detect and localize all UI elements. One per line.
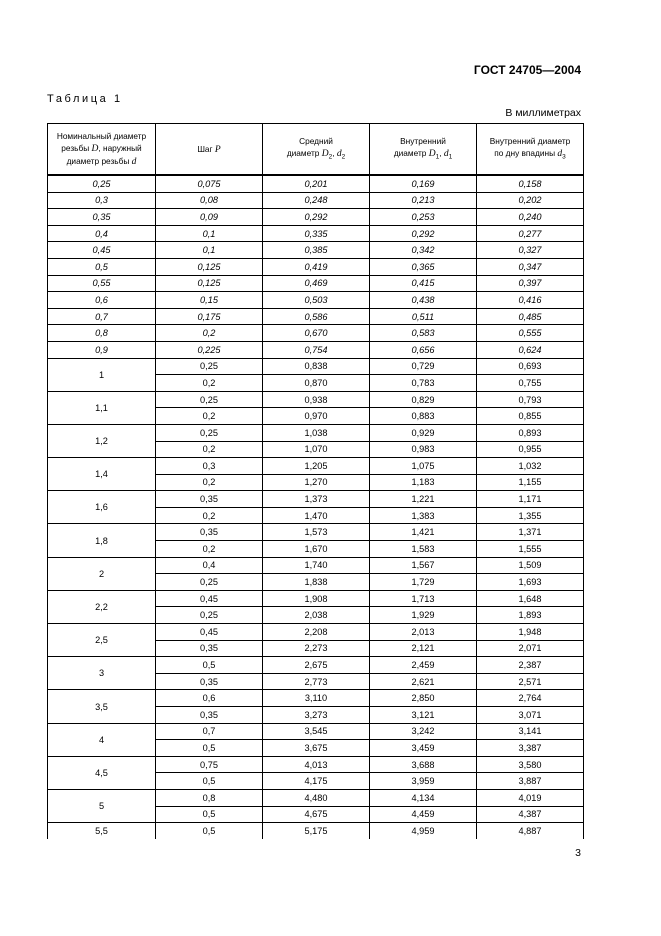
cell-d2: 4,175 <box>263 773 370 790</box>
cell-d2: 2,038 <box>263 607 370 624</box>
cell-nominal-diameter: 3,5 <box>48 690 156 723</box>
cell-d1: 3,242 <box>370 723 477 740</box>
cell-p: 0,25 <box>156 358 263 375</box>
table-row <box>48 175 584 192</box>
cell-d2: 4,480 <box>263 789 370 806</box>
table-row <box>48 557 584 574</box>
cell-d1: 2,459 <box>370 657 477 674</box>
cell-d1: 3,959 <box>370 773 477 790</box>
cell-d2: 0,838 <box>263 358 370 375</box>
cell-d3: 2,387 <box>477 657 584 674</box>
cell-d1: 1,567 <box>370 557 477 574</box>
cell-d2: 0,419 <box>263 258 370 275</box>
table-row <box>48 424 584 441</box>
cell-d2: 2,675 <box>263 657 370 674</box>
cell-d1: 0,342 <box>370 242 477 259</box>
table-row <box>48 258 584 275</box>
cell-d3: 1,171 <box>477 491 584 508</box>
cell-d: 0,6 <box>48 292 156 309</box>
page-number: 3 <box>575 847 581 859</box>
table-row <box>48 690 584 707</box>
cell-p: 0,08 <box>156 192 263 209</box>
cell-p: 0,5 <box>156 740 263 757</box>
cell-d2: 1,670 <box>263 541 370 558</box>
cell-d1: 0,583 <box>370 325 477 342</box>
cell-nominal-diameter: 3 <box>48 657 156 690</box>
cell-d2: 5,175 <box>263 823 370 839</box>
cell-d: 0,55 <box>48 275 156 292</box>
cell-nominal-diameter: 4 <box>48 723 156 756</box>
header-root-diameter: Внутренний диаметр по дну впадины $d_3$ <box>477 124 584 176</box>
table-row <box>48 590 584 607</box>
table-row <box>48 756 584 773</box>
cell-d1: 4,459 <box>370 806 477 823</box>
cell-d3: 4,387 <box>477 806 584 823</box>
cell-d2: 1,038 <box>263 424 370 441</box>
cell-p: 0,175 <box>156 308 263 325</box>
table-row <box>48 458 584 475</box>
table-title: Таблица 1 <box>47 93 123 105</box>
table-row <box>48 242 584 259</box>
table-row <box>48 225 584 242</box>
table-row <box>48 823 584 839</box>
cell-p: 0,7 <box>156 723 263 740</box>
cell-d1: 0,829 <box>370 391 477 408</box>
cell-p: 0,2 <box>156 375 263 392</box>
cell-d: 0,45 <box>48 242 156 259</box>
cell-d3: 2,571 <box>477 673 584 690</box>
cell-d3: 3,887 <box>477 773 584 790</box>
cell-d1: 0,365 <box>370 258 477 275</box>
header-pitch: Шаг P <box>156 124 263 176</box>
cell-p: 0,125 <box>156 258 263 275</box>
table-row <box>48 624 584 641</box>
cell-d2: 0,292 <box>263 209 370 226</box>
cell-d1: 4,959 <box>370 823 477 839</box>
cell-d2: 1,470 <box>263 507 370 524</box>
cell-p: 0,25 <box>156 424 263 441</box>
cell-d3: 0,893 <box>477 424 584 441</box>
cell-p: 0,25 <box>156 574 263 591</box>
cell-p: 0,25 <box>156 607 263 624</box>
cell-d1: 1,383 <box>370 507 477 524</box>
header-pitch-diameter: Средний диаметр $D_2$, $d_2$ <box>263 124 370 176</box>
cell-p: 0,35 <box>156 640 263 657</box>
cell-p: 0,5 <box>156 657 263 674</box>
cell-d1: 1,729 <box>370 574 477 591</box>
table-row <box>48 292 584 309</box>
cell-d1: 0,292 <box>370 225 477 242</box>
cell-d: 0,25 <box>48 175 156 192</box>
cell-p: 0,45 <box>156 590 263 607</box>
cell-d3: 0,555 <box>477 325 584 342</box>
table-row <box>48 391 584 408</box>
cell-d1: 0,983 <box>370 441 477 458</box>
standard-number: ГОСТ 24705—2004 <box>473 63 581 77</box>
cell-d2: 4,675 <box>263 806 370 823</box>
cell-d: 0,35 <box>48 209 156 226</box>
cell-d2: 0,385 <box>263 242 370 259</box>
cell-d2: 0,201 <box>263 175 370 192</box>
cell-d3: 1,693 <box>477 574 584 591</box>
cell-d2: 0,938 <box>263 391 370 408</box>
cell-d1: 1,929 <box>370 607 477 624</box>
cell-d3: 1,948 <box>477 624 584 641</box>
header-minor-diameter: Внутренний диаметр $D_1$, $d_1$ <box>370 124 477 176</box>
cell-p: 0,45 <box>156 624 263 641</box>
cell-d1: 1,421 <box>370 524 477 541</box>
cell-d2: 3,110 <box>263 690 370 707</box>
cell-d1: 2,013 <box>370 624 477 641</box>
table-row <box>48 209 584 226</box>
cell-d3: 0,347 <box>477 258 584 275</box>
cell-p: 0,075 <box>156 175 263 192</box>
cell-p: 0,2 <box>156 408 263 425</box>
cell-p: 0,15 <box>156 292 263 309</box>
cell-nominal-diameter: 5 <box>48 789 156 822</box>
cell-d: 0,3 <box>48 192 156 209</box>
cell-d2: 0,970 <box>263 408 370 425</box>
cell-d2: 1,908 <box>263 590 370 607</box>
cell-p: 0,5 <box>156 823 263 839</box>
cell-p: 0,5 <box>156 773 263 790</box>
cell-d1: 0,929 <box>370 424 477 441</box>
cell-d1: 2,121 <box>370 640 477 657</box>
cell-d3: 2,071 <box>477 640 584 657</box>
cell-d2: 0,469 <box>263 275 370 292</box>
cell-d3: 1,555 <box>477 541 584 558</box>
cell-d2: 1,270 <box>263 474 370 491</box>
cell-d2: 0,754 <box>263 341 370 358</box>
cell-nominal-diameter: 1,8 <box>48 524 156 557</box>
cell-d3: 0,624 <box>477 341 584 358</box>
cell-d1: 0,415 <box>370 275 477 292</box>
cell-d1: 0,729 <box>370 358 477 375</box>
cell-p: 0,75 <box>156 756 263 773</box>
cell-nominal-diameter: 2,2 <box>48 590 156 623</box>
cell-d1: 2,621 <box>370 673 477 690</box>
cell-d3: 0,755 <box>477 375 584 392</box>
cell-d1: 0,656 <box>370 341 477 358</box>
cell-p: 0,225 <box>156 341 263 358</box>
table-row <box>48 275 584 292</box>
cell-d3: 0,793 <box>477 391 584 408</box>
cell-nominal-diameter: 1,6 <box>48 491 156 524</box>
cell-p: 0,1 <box>156 225 263 242</box>
cell-d2: 1,205 <box>263 458 370 475</box>
table-header-row <box>48 124 584 176</box>
cell-d2: 1,740 <box>263 557 370 574</box>
cell-d3: 3,141 <box>477 723 584 740</box>
cell-nominal-diameter: 1,1 <box>48 391 156 424</box>
cell-d2: 0,586 <box>263 308 370 325</box>
table-row <box>48 358 584 375</box>
cell-nominal-diameter: 5,5 <box>48 823 156 839</box>
cell-d3: 0,855 <box>477 408 584 425</box>
table-row <box>48 657 584 674</box>
table-row <box>48 491 584 508</box>
cell-nominal-diameter: 1,2 <box>48 424 156 457</box>
cell-d3: 3,580 <box>477 756 584 773</box>
table-row <box>48 341 584 358</box>
cell-d: 0,4 <box>48 225 156 242</box>
cell-d3: 1,509 <box>477 557 584 574</box>
cell-nominal-diameter: 4,5 <box>48 756 156 789</box>
cell-p: 0,2 <box>156 441 263 458</box>
cell-d3: 1,355 <box>477 507 584 524</box>
cell-d3: 1,893 <box>477 607 584 624</box>
cell-p: 0,2 <box>156 325 263 342</box>
table-body <box>48 175 584 839</box>
cell-p: 0,125 <box>156 275 263 292</box>
cell-p: 0,2 <box>156 507 263 524</box>
cell-d2: 1,070 <box>263 441 370 458</box>
cell-p: 0,3 <box>156 458 263 475</box>
cell-d2: 3,545 <box>263 723 370 740</box>
cell-d3: 0,955 <box>477 441 584 458</box>
table-row <box>48 325 584 342</box>
cell-d3: 0,416 <box>477 292 584 309</box>
cell-d1: 0,883 <box>370 408 477 425</box>
cell-d1: 3,688 <box>370 756 477 773</box>
header-nominal-diameter: Номинальный диаметр резьбы D, наружный диаметр резьбы d <box>48 124 156 176</box>
cell-p: 0,2 <box>156 474 263 491</box>
cell-p: 0,1 <box>156 242 263 259</box>
cell-d3: 3,387 <box>477 740 584 757</box>
cell-d1: 0,169 <box>370 175 477 192</box>
table-row <box>48 723 584 740</box>
cell-d2: 3,273 <box>263 707 370 724</box>
cell-p: 0,6 <box>156 690 263 707</box>
cell-d3: 0,485 <box>477 308 584 325</box>
cell-d1: 1,583 <box>370 541 477 558</box>
cell-d2: 1,573 <box>263 524 370 541</box>
cell-d3: 0,202 <box>477 192 584 209</box>
cell-d1: 4,134 <box>370 789 477 806</box>
cell-p: 0,4 <box>156 557 263 574</box>
thread-dimensions-table <box>47 123 584 839</box>
cell-d2: 0,670 <box>263 325 370 342</box>
cell-nominal-diameter: 2 <box>48 557 156 590</box>
cell-d3: 3,071 <box>477 707 584 724</box>
cell-p: 0,35 <box>156 524 263 541</box>
table-row <box>48 192 584 209</box>
cell-p: 0,35 <box>156 707 263 724</box>
cell-d3: 1,155 <box>477 474 584 491</box>
cell-d1: 3,459 <box>370 740 477 757</box>
cell-d1: 1,075 <box>370 458 477 475</box>
cell-d3: 4,019 <box>477 789 584 806</box>
cell-d3: 4,887 <box>477 823 584 839</box>
cell-nominal-diameter: 1,4 <box>48 458 156 491</box>
cell-p: 0,2 <box>156 541 263 558</box>
cell-d3: 1,371 <box>477 524 584 541</box>
cell-d1: 0,213 <box>370 192 477 209</box>
cell-p: 0,09 <box>156 209 263 226</box>
cell-p: 0,25 <box>156 391 263 408</box>
cell-d3: 0,240 <box>477 209 584 226</box>
cell-d: 0,5 <box>48 258 156 275</box>
cell-d: 0,8 <box>48 325 156 342</box>
cell-d1: 3,121 <box>370 707 477 724</box>
units-note: В миллиметрах <box>505 107 581 119</box>
cell-d2: 0,248 <box>263 192 370 209</box>
cell-d1: 0,511 <box>370 308 477 325</box>
cell-d2: 2,208 <box>263 624 370 641</box>
cell-d1: 1,713 <box>370 590 477 607</box>
cell-d2: 0,335 <box>263 225 370 242</box>
cell-d3: 0,277 <box>477 225 584 242</box>
cell-d1: 0,438 <box>370 292 477 309</box>
table-row <box>48 789 584 806</box>
cell-d1: 0,253 <box>370 209 477 226</box>
cell-d3: 0,327 <box>477 242 584 259</box>
cell-d2: 1,838 <box>263 574 370 591</box>
cell-d1: 1,221 <box>370 491 477 508</box>
cell-d3: 1,648 <box>477 590 584 607</box>
cell-d3: 2,764 <box>477 690 584 707</box>
cell-d2: 0,503 <box>263 292 370 309</box>
cell-d3: 0,158 <box>477 175 584 192</box>
cell-d1: 0,783 <box>370 375 477 392</box>
table-row <box>48 308 584 325</box>
table-row <box>48 524 584 541</box>
cell-d1: 1,183 <box>370 474 477 491</box>
cell-p: 0,35 <box>156 673 263 690</box>
cell-d: 0,9 <box>48 341 156 358</box>
cell-d2: 3,675 <box>263 740 370 757</box>
cell-d2: 1,373 <box>263 491 370 508</box>
cell-p: 0,35 <box>156 491 263 508</box>
cell-nominal-diameter: 2,5 <box>48 624 156 657</box>
cell-d3: 0,693 <box>477 358 584 375</box>
cell-d1: 2,850 <box>370 690 477 707</box>
cell-d2: 0,870 <box>263 375 370 392</box>
cell-p: 0,5 <box>156 806 263 823</box>
cell-d2: 4,013 <box>263 756 370 773</box>
cell-p: 0,8 <box>156 789 263 806</box>
cell-d3: 1,032 <box>477 458 584 475</box>
cell-d: 0,7 <box>48 308 156 325</box>
cell-d3: 0,397 <box>477 275 584 292</box>
cell-d2: 2,273 <box>263 640 370 657</box>
cell-d2: 2,773 <box>263 673 370 690</box>
cell-nominal-diameter: 1 <box>48 358 156 391</box>
